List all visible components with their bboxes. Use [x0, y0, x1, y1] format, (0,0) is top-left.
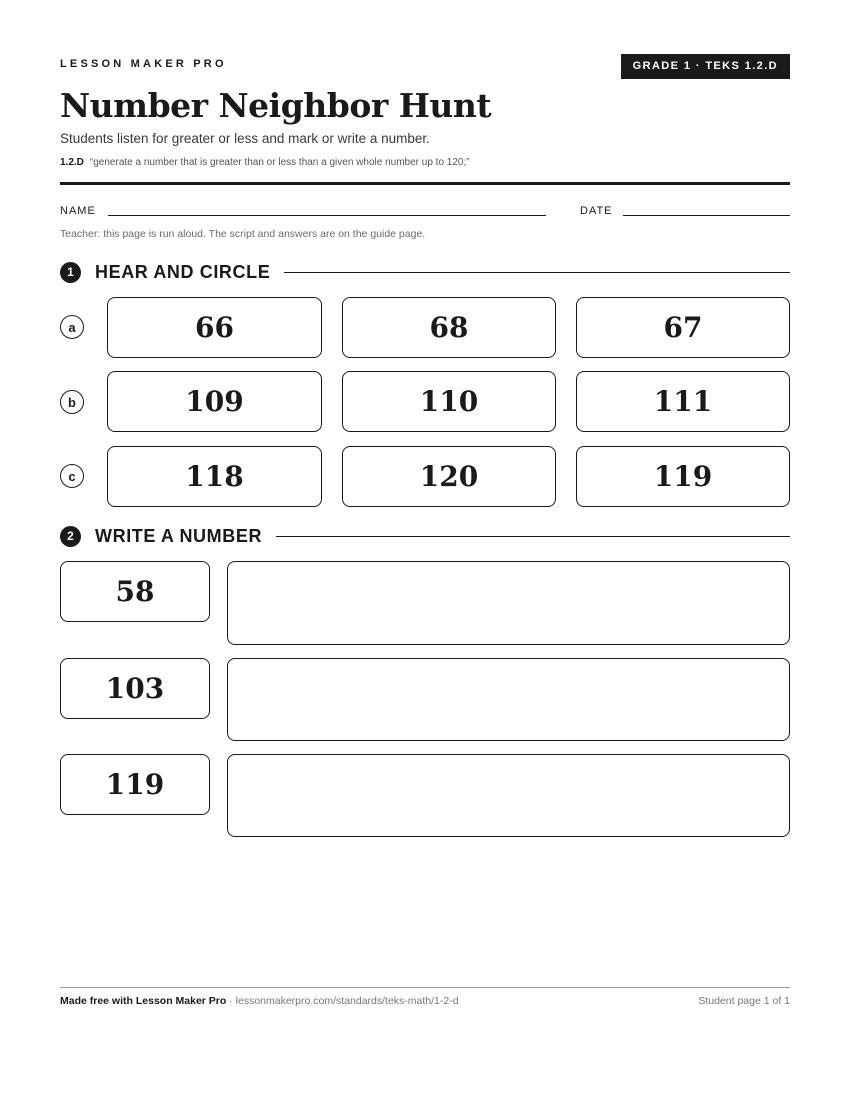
section-2-title: WRITE A NUMBER	[95, 525, 263, 546]
standard-text: “generate a number that is greater than or less than a given whole number up to 120;”	[89, 157, 470, 168]
given-number-2: 103	[60, 658, 210, 719]
row-label-c: c	[60, 464, 84, 488]
answer-box-3[interactable]	[227, 754, 790, 837]
choice-c-3[interactable]: 119	[576, 446, 790, 507]
given-number-1: 58	[60, 561, 210, 622]
date-label: DATE	[580, 205, 613, 217]
section-2-header	[60, 524, 790, 548]
footer-divider	[60, 987, 790, 988]
section-1-title: HEAR AND CIRCLE	[95, 261, 271, 282]
page-title: Number Neighbor Hunt	[60, 86, 492, 125]
row-label-a: a	[60, 315, 84, 339]
given-number-3: 119	[60, 754, 210, 815]
choice-a-1[interactable]: 66	[107, 297, 322, 358]
teacher-note: Teacher: this page is run aloud. The script and answers are on the guide page.	[60, 228, 426, 240]
footer-credit	[60, 995, 459, 1007]
footer-made-with: Made free with Lesson Maker Pro	[60, 995, 227, 1007]
section-1-rule	[284, 272, 790, 273]
name-label: NAME	[60, 205, 96, 217]
choice-b-3[interactable]: 111	[576, 371, 790, 432]
choice-a-2[interactable]: 68	[342, 297, 556, 358]
grade-badge: GRADE 1 · TEKS 1.2.D	[621, 54, 790, 79]
header-divider	[60, 182, 790, 185]
choice-c-2[interactable]: 120	[342, 446, 556, 507]
section-1-number: 1	[60, 262, 81, 283]
answer-box-2[interactable]	[227, 658, 790, 741]
page-subtitle: Students listen for greater or less and mark or write a number.	[60, 131, 430, 146]
brand-name: LESSON MAKER PRO	[60, 58, 227, 70]
name-field[interactable]	[108, 215, 546, 216]
date-field[interactable]	[623, 215, 790, 216]
section-1-header	[60, 260, 790, 284]
section-2-number: 2	[60, 526, 81, 547]
choice-a-3[interactable]: 67	[576, 297, 790, 358]
footer-page-number: Student page 1 of 1	[698, 995, 790, 1007]
choice-b-2[interactable]: 110	[342, 371, 556, 432]
choice-b-1[interactable]: 109	[107, 371, 322, 432]
standard-line	[60, 157, 470, 168]
standard-code: 1.2.D	[60, 157, 84, 168]
footer-url[interactable]: · lessonmakerpro.com/standards/teks-math/1-2-d	[226, 995, 459, 1007]
section-2-rule	[276, 536, 790, 537]
worksheet-page	[60, 0, 790, 1100]
row-label-b: b	[60, 390, 84, 414]
choice-c-1[interactable]: 118	[107, 446, 322, 507]
answer-box-1[interactable]	[227, 561, 790, 645]
